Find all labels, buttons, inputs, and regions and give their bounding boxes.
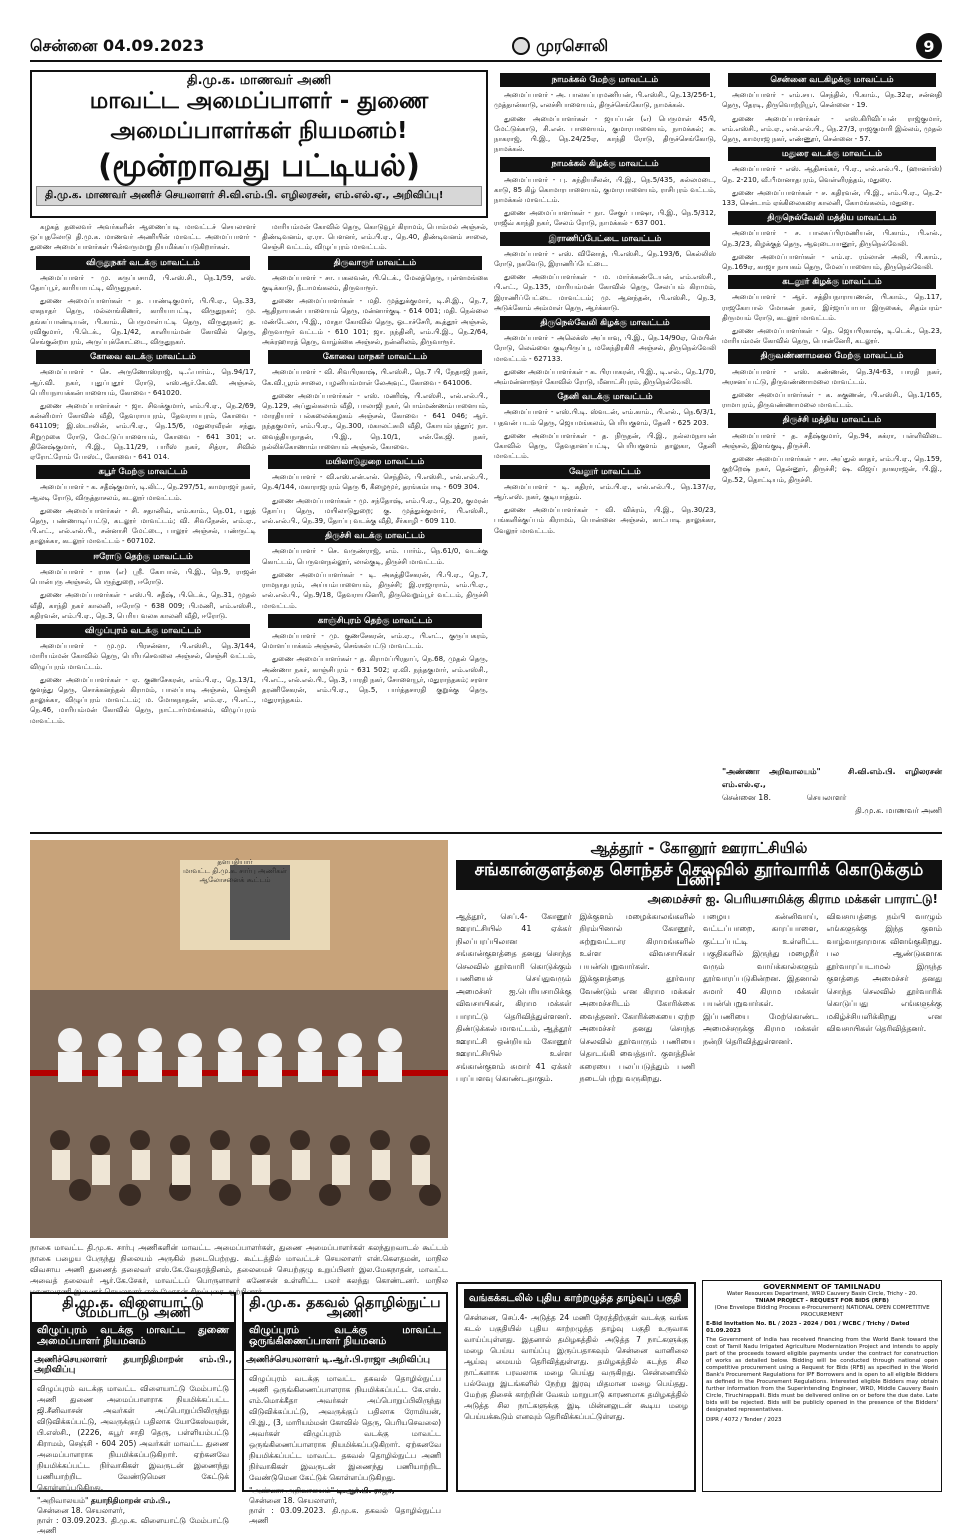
signature-place: "அண்ணா அறிவாலயம்" — [722, 767, 821, 776]
article-col-1: ஆத்தூர், செப்.4- கோனூர் ஊராட்சியில் 41 ஏக்கர் நிலப்பரப்பிலான சங்கான்குளத்தை தனது சொந்த செலவில் தூர்வாரி கொடுக்கும் பணியைச் செய்துவரும் அமைச்சர் ஐ.பெரியசாமிக்கு விவசாயிகள், கிராம மக்கள் பாராட்டு தெரிவித்துள்ளனர். திண்டுக்கல் மாவட்டம், ஆத்தூர் ஊராட்சி ஒன்றியம் கோனூர் ஊராட்சியில் உள்ள சங்கான்குளம் சுமார் 41 ஏக்கர் பரப்பளவு கொண்டதாகும். — [456, 911, 572, 1084]
appointment-paragraph: அமைப்பாளர் - க. சதீஷ்குமார், டி.லிட்., நெ.297/51, காமராஜர் நகர், ஆலடி ரோடு, விருத்தாசலம், கடலூர் மாவட்டம். — [30, 483, 256, 502]
sports-name: தயாநிதிமாறன் எம்.பி., — [90, 1496, 171, 1506]
district-heading: மதுரை வடக்கு மாவட்டம் — [728, 147, 936, 161]
photo-banner-line-3: ஆலோசனைக் கூட்டம் — [199, 876, 271, 884]
column-4-sections — [722, 73, 942, 485]
district-heading: தேனி வடக்கு மாவட்டம் — [500, 390, 710, 404]
it-wing-sign — [244, 1486, 446, 1526]
sports-wing-title: தி.மு.க. விளையாட்டு மேம்பாட்டு அணி — [62, 1295, 204, 1322]
district-heading: விருதுநகர் வடக்கு மாவட்டம் — [36, 256, 250, 270]
column-4 — [722, 70, 942, 760]
newspaper-name — [512, 36, 608, 57]
appointment-paragraph: அமைப்பாளர் - த. சதீஷ்குமார், நெ.94, சுக்ரா, பள்ளிவிடை அஞ்சல், இளங்குடி, திருச்சி. — [722, 431, 942, 450]
appointment-paragraph: மாரியம்மன் கோவில் தெரு, கொடுவூர் கிராமம், பொம்மல் அஞ்சல், திண்டிவனம், ஏ.ரா. பௌனர், எம்.பி.ஏ., நெ.40, திண்டிவனம் சாலை, செஞ்சி வட்டம், விழுப்புரம் மாவட்டம். — [262, 223, 488, 252]
appointment-paragraph: அமைப்பாளர் - செ. அருணோஸ்ராஜ், டி.ஃபார்ம்., நெ.94/17, ஆர்.வி. நகர், புதுப்புதூர் ரோடு, எஸ்.ஆர்.கே.வி. அஞ்சல், பெரியநாயக்கன்பாளையம், கோவை - 641020. — [30, 368, 256, 397]
sports-wing-body: விழுப்புரம் வடக்கு மாவட்ட விளையாட்டு மேம்பாட்டு அணி துணை அமைப்பாளராக நியமிக்கப்பட்ட ஜி.சீனிவாசன் அவர்கள் அப்பொறுப்பிலிருந்து விடுவிக்கப்பட்டு, அவருக்குப் பதிலாக யோகேஸ்வரன், பி.எஸ்சி., (2226, கபூர் சாதி தெரு, பள்ளியம்பட்டு கிராமம், செஞ்சி - 604 205) அவர்கள் மாவட்ட துணை அமைப்பாளராக நியமிக்கப்படுகிறார். ஏற்கனவே நியமிக்கப்பட்ட நிர்வாகிகள் இவருடன் இணைந்து பணியாற்றிட வேண்டுமென கேட்டுக் கொள்ளப்படுகிறது. — [37, 1384, 229, 1493]
column-3 — [494, 70, 716, 827]
it-wing-title: தி.மு.க. தகவல் தொழில்நுட்ப அணி — [249, 1295, 441, 1322]
sports-date: நாள் : 03.09.2023. — [37, 1516, 108, 1526]
appointment-paragraph: துணை அமைப்பாளர்கள் - எஸ்.பி. சதீஷ், பி.டெக்., நெ.31, முதல் வீதி, காந்தி நகர் காலனி, ஈரோடு - 638 009; பி.மணி, எம்.எஸ்சி., கதிரவன், எம்.பி.ஏ., நெ.3, பெரிய வலசு காலனி வீதி, ஈரோடு. — [30, 591, 256, 620]
appointment-paragraph: துணை அமைப்பாளர்கள் - நெ. ஜெயபிரகாஷ், டி.டெக்., நெ.23, மாரியம்மன் கோவில் தெரு, பொன்னேரி, கடலூர். — [722, 327, 942, 346]
appointment-paragraph: துணை அமைப்பாளர்கள் - ம. மார்க்கண்டேயன், எம்.எஸ்சி., பி.எட்., நெ.135, மாரியம்மன் கோவில் தெரு, சேலப்பம் கிராமம், இராணிப்பேட்டை மாவட்டம்; மு. ஆனந்தன், பி.எஸ்சி., நெ.3, அடுக்கோம் அம்மாள் தெரு, ஆர்க்காடு. — [494, 273, 716, 312]
appointment-paragraph: அமைப்பாளர் - வி. சிவபிரகாஷ், பி.எஸ்சி., நெ.7 பி, நேதாஜி நகர், கே.வி.பூரம் சாலை, பழனியம்மாள் லேஅவுட், கோவை - 641006. — [262, 368, 488, 387]
appointment-paragraph: துணை அமைப்பாளர்கள் - ஏ. குணசேகரன், எம்.பி.ஏ., நெ.13/1, குளத்து தெரு, சொக்கனந்தல் கிராமம், பாலப்பாடி அஞ்சல், செஞ்சி தாலுக்கா, விழுப்புரம் மாவட்டம்; ம. மோகநாதன், எம்.ஏ., பி.எட்., நெ.46, மாரியம்மன் கோவில் தெரு, நாட்டார்மங்கலம், விழுப்புரம் மாவட்டம். — [30, 675, 256, 725]
it-org: தி.மு.க. தகவல் தொழில்நுட்ப அணி — [249, 1506, 442, 1526]
column-2-sections — [262, 222, 488, 705]
appointment-paragraph: அமைப்பாளர் - செ. வருண்ராஜ், எம். பார்ம்., நெ.61/0, வடக்கு கொட்டம், பெருவளநல்லூர், லால்குடி, திருச்சி மாவட்டம். — [262, 547, 488, 566]
appointment-paragraph: அமைப்பாளர் - எஸ்.பி.டி. ஸ்வடன், எம்.காம்., பி.எல்., நெ.6/3/1, பதவன் படம் தெரு, ஜெயமங்கலம், பெரியகுளம், தேனி - 625 203. — [494, 408, 716, 427]
district-heading: கடலூர் கிழக்கு மாவட்டம் — [728, 275, 936, 289]
signature-role: செயலாளர் — [806, 793, 847, 802]
tender-reference: E-Bid Invitation No. BL / 2023 - 2024 / D01 / WCBC / Trichy / Dated 01.09.2023 — [706, 1321, 910, 1334]
appointment-paragraph: அமைப்பாளர் - எம்.சய. செந்தில், பி.காம்., நெ.32ஏ, சன்னதி தெரு, தேரடி, திருவொற்றியூர், சென்னை - 19. — [722, 91, 942, 110]
it-place: "அண்ணா அறிவாலயம்" — [249, 1486, 335, 1496]
article — [456, 838, 942, 1278]
tender-heading: GOVERNMENT OF TAMILNADU — [763, 1283, 881, 1291]
appointment-paragraph: துணை அமைப்பாளர்கள் - க. பிரபாகரன், பி.இ., டி.எல்., நெ.1/70, அம்மன்னாளூர் கோவில் ரோடு, மீனாட்சிபுரம், திருநெல்வேலி. — [494, 367, 716, 387]
appointment-paragraph: அமைப்பாளர் - வி.எஸ்.என்.எல். செந்தில், பி.எஸ்சி., எல்.எல்.பி., நெ.4/144, மகாராஜபுரம் தெரு 6, கீழைமூர், தரங்கம்பாடி - 609 304. — [262, 473, 488, 492]
appointment-paragraph: துணை அமைப்பாளர்கள் - ஜா. சிவக்குமார், எம்.பி.ஏ., நெ.2/69, கன்னிமார் கோவில் வீதி, தேவராயபுரம், தேவராயபுரம், கோவை - 641109; இ.ஸ்டாலின், எம்.பி.ஏ., நெ.15/6, மதுரைவீரன் சந்து, சிறுமுகை ரோடு, மேட்டுப்பாளையம், கோவை - 641 301; எ. தினேஷ்குமார், பி.இ., நெ.11/29, பாரீஸ் நகர், சித்ரா, சிவில் ஏரோட்ரோம் போஸ்ட், கோவை - 641 014. — [30, 402, 256, 462]
appointment-paragraph: துணை அமைப்பாளர்கள் - நா. சேகுர் பாஷா, பி.இ., நெ.5/312, ராஜீவ் காந்தி நகர், சேலம் ரோடு, நாமக்கல் - 637 001. — [494, 209, 716, 228]
masthead — [30, 32, 942, 62]
district-heading: காஞ்சிபுரம் தெற்கு மாவட்டம் — [268, 614, 482, 628]
article-subheadline: அமைச்சர் ஐ. பெரியசாமிக்கு கிராம மக்கள் பாராட்டு! — [647, 892, 938, 907]
district-heading: நாமக்கல் கிழக்கு மாவட்டம் — [500, 157, 710, 171]
article-col-3: பழைய கன்னிவாய், வட்டப்பாறை, காரப்பாளை, குட்டப்பட்டி உள்ளிட்ட பகுதிகளில் இருந்து மழைநீர் வரும் வாய்க்கால்களும் தூர்வாரப்படுகின்றன. இதனால் சுமார் 40 கிராம மக்கள் பயன்பெறுவார்கள். இப்பணியை மேற்கொண்ட அமைச்சருக்கு கிராம மக்கள் நன்றி தெரிவித்துள்ளனர். — [703, 911, 819, 1046]
sports-wing-sub: அணிச்செயலாளர் தயாநிதிமாறன் எம்.பி., அறிவிப்பு — [32, 1351, 234, 1380]
edition-date: சென்னை 04.09.2023 — [30, 35, 205, 55]
district-heading: திருச்சி வடக்கு மாவட்டம் — [268, 529, 482, 543]
article-col-2: இக்குளம் மழைக்காலங்களில் நிரம்பினால் கோனூர், சுற்றுவட்டார கிராமங்களில் உள்ள விவசாயிகள் பயன்பெறுவார்கள். இக்குளத்தை தூர்வார வேண்டும் என கிராம மக்கள் அமைச்சரிடம் கோரிக்கை வைத்தனர். கோரிக்கையை ஏற்ற அமைச்சர் தனது சொந்த செலவில் தூர்வாரும் பணியை தொடங்கி வைத்தார். குளத்தின் கரையை பலப்படுத்தும் பணி நடைபெற்று வருகிறது. — [579, 911, 695, 1084]
appointment-paragraph: அமைப்பாளர் - மு. கருப்பசாமி, பி.எஸ்.சி., நெ.1/59, எஸ். தோப்பூர், காரியாபட்டி, விருதுநகர். — [30, 273, 256, 293]
column-2 — [262, 222, 488, 827]
district-heading: திருவாரூர் மாவட்டம் — [268, 256, 482, 270]
sports-wing-box — [30, 1292, 236, 1536]
sports-role: செயலாளர், — [85, 1506, 125, 1516]
appointment-paragraph: துணை அமைப்பாளர்கள் - ச. கதிரவன், பி.இ., எம்.பி.ஏ., நெ.2-133, சென்டாம் ஏக்கிலைகரை காலனி, கோமங்கலம், மதுரை. — [722, 188, 942, 208]
sports-place: "அறிவாலயம்" — [37, 1496, 89, 1506]
district-heading: திருவண்ணாமலை மேற்கு மாவட்டம் — [728, 349, 936, 363]
appointment-paragraph: அமைப்பாளர் - எஸ். வினோத், பி.எஸ்சி., நெ.193/6, கெல்லிஸ் ரோடு, நகவேடு, இராணிப்பேட்டை. — [494, 249, 716, 269]
sports-org: தி.மு.க. விளையாட்டு மேம்பாட்டு அணி — [37, 1516, 229, 1536]
tender-department: Water Resources Department, WRD Cauvery Basin Circle, Trichy - 20. — [726, 1291, 918, 1297]
appointment-paragraph: துணை அமைப்பாளர்கள் - க. சுகுணன், பி.எஸ்சி., நெ.1/165, ராமாபுரம், திருவண்ணாமலை மாவட்டம். — [722, 391, 942, 410]
district-heading: கோவை வடக்கு மாவட்டம் — [36, 350, 250, 364]
appointment-paragraph: துணை அமைப்பாளர்கள் - டி. அசுத்திசேகரன், பி.பி.ஏ., நெ.7, ராமநாதபுரம், அய்யம்பாளையம், திருச்சி; இ.ராஜாராம், எம்.பி.ஏ., எல்.எல்.பி., நெ.9/18, தேவராயனேரி, திருவெறும்பூர் வட்டம், திருச்சி மாவட்டம். — [262, 570, 488, 610]
sports-city: சென்னை 18. — [37, 1506, 83, 1516]
signature-city: சென்னை 18. — [722, 793, 772, 802]
appointment-paragraph: அமைப்பாளர் - ராசு (எ) ஸ்ரீ. கோபால், பி.இ., நெ.9, ராஜன் பொன்புரு அஞ்சல், பெருந்துறை, ஈரோடு. — [30, 567, 256, 587]
article-body — [456, 911, 942, 1086]
it-date: நாள் : 03.09.2023. — [249, 1506, 326, 1516]
it-wing-sub: அணிச்செயலாளர் டி.ஆர்.பி.ராஜா அறிவிப்பு — [244, 1351, 446, 1370]
announcement-bar: தி.மு.க. மாணவர் அணிச் செயலாளர் சி.வி.எம்.பி. எழிலரசன், எம்.எல்.ஏ., அறிவிப்பு! — [36, 186, 482, 206]
it-wing-box — [242, 1292, 448, 1526]
newspaper-title: முரசொலி — [536, 35, 609, 55]
appointment-paragraph: அமைப்பாளர் - எஸ். கண்ணன், நெ.3/4-63, பாரதி நகர், அரசனப்பட்டு, திருவண்ணாமலை மாவட்டம். — [722, 367, 942, 386]
appointment-paragraph: அமைப்பாளர் - மு.மு. பிரசன்னா, பி.எஸ்சி., நெ.3/144, மாரியம்மன் கோவில் தெரு, பெரியசெவலை அஞ்சல், செஞ்சி வட்டம், விழுப்புரம் மாவட்டம். — [30, 642, 256, 671]
photo-banner-line-2: மாவட்ட தி.மு.க. சார்பு அணிகள் — [183, 867, 287, 875]
district-heading: நாமக்கல் மேற்கு மாவட்டம் — [500, 73, 710, 87]
it-wing-headline: விழுப்புரம் வடக்கு மாவட்ட ஒருங்கிணைப்பாளர் நியமனம் — [244, 1322, 446, 1350]
appointment-paragraph: அமைப்பாளர் - சா. பகலவன், பி.டெக்., மேலத்தெரு, புள்ளமங்கை குடிக்காடு, நீடாமங்கலம், திருவாரூர். — [262, 273, 488, 293]
signature-block — [722, 765, 942, 820]
event-photo — [30, 840, 448, 1238]
logo-icon — [512, 37, 530, 55]
district-heading: திருநெல்வேலி மத்திய மாவட்டம் — [728, 211, 936, 225]
appointment-paragraph: அமைப்பாளர் - டி. கதிரர், எம்.பி.ஏ., எல்.எல்.பி., நெ.137/ஏ, ஆர்.எஸ். நகர், குடியாத்தம். — [494, 482, 716, 501]
appointment-paragraph: துணை அமைப்பாளர்கள் - எஸ். மணிஷ், பி.எஸ்சி., எல்.எல்.பி., நெ.129, அப்துல்கலாம் வீதி, பாலாஜி நகர், பொம்மண்ணம்பாளையம், மாரதியார் பல்கலைக்கழகம் அஞ்சல், கோவை - 641 046; ஆர். நந்தகுமார், எம்.பி.ஏ., நெ.300, மகாலட்சுமி வீதி, கோயம்புத்தூர்; நா. வைத்தியநாதன், பி.இ., நெ.10/1, என்.கே.ஜி. நகர், நல்லிக்கோணாம்பாளையம் அஞ்சல், கோவை. — [262, 391, 488, 451]
district-heading: திருச்சி மத்திய மாவட்டம் — [728, 413, 936, 427]
district-heading: மயிலாடுதுறை மாவட்டம் — [268, 455, 482, 469]
weather-body: சென்னை, செப்.4- அடுத்த 24 மணி நேரத்திற்குள் வடக்கு வங்க கடல் பகுதியில் புதிய காற்றழுத்த தாழ்வு பகுதி உருவாக வாய்ப்புள்ளது. இதனால் தமிழகத்தில் அடுத்த 7 நாட்களுக்கு மழை பெய்ய வாய்ப்பு இருப்பதாகவும் சென்னை வானிலை ஆய்வு மையம் தெரிவித்துள்ளது. தமிழகத்தில் கடந்த சில நாட்களாக பரவலாக மழை பெய்து வருகிறது. சென்னையில் பல்வேறு இடங்களில் நேற்று இரவு மிதமான மழை பெய்தது. மேற்கு திசைக் காற்றின் வேகம் மாறுபாடு காரணமாக தமிழகத்தில் அடுத்த சில நாட்களுக்கு இடி மின்னலுடன் கூடிய மழை பெய்யக்கூடும் எனவும் தெரிவிக்கப்பட்டுள்ளது. — [464, 1313, 688, 1421]
tender-body: The Government of India has received financing from the World Bank toward the cost of Tamil Nadu Irrigated Agriculture Modernization Project and intends to apply part of the proceeds toward eligible payments under the contract for construction of works as detailed below. Bidding will be conducted through national open competitive procurement using a Request for Bids (RFB) as specified in the World Bank's Procurement Regulations for IPF Borrowers and is open to all eligible Bidders as defined in the Procurement Regulations. Interested eligible Bidders may obtain further information from the Superintending Engineer, WRD, Middle Cauvery Basin Circle, Tiruchirappalli. Bids must be delivered online on or before the due date. Late bids will be rejected. Bids will be publicly opened in the presence of the Bidders' designated representatives. — [706, 1337, 938, 1413]
it-name: டி.ஆர்.பி. ராஜா, — [336, 1486, 395, 1496]
appointment-paragraph: அமைப்பாளர் - அலெக்ஸ் அப்பாவு, பி.இ., நெ.14/90ஏ, மெயின் ரோடு, லெவ்வை குடியிருப்பு, மகேந்திரகிரி அஞ்சல், திருநெல்வேலி மாவட்டம் - 627133. — [494, 334, 716, 363]
article-col-4: விவசாயத்தை நம்பி வாழும் எங்களுக்கு இந்த குளம் வாழ்வாதாரமாக விளங்குகிறது. பல ஆண்டுகளாக தூர்வாரப்படாமல் இருந்த குளத்தை அமைச்சர் தனது சொந்த செலவில் தூர்வாரிக் கொடுப்பது எங்களுக்கு மகிழ்ச்சியளிக்கிறது என விவசாயிகள் தெரிவித்தனர். — [826, 911, 942, 1034]
district-heading: கோவை மாநகர் மாவட்டம் — [268, 350, 482, 364]
appointment-paragraph: அமைப்பாளர் - ச. பாலசுப்பிரமணியன், பி.காம்., பி.எல்., நெ.3/23, கிழக்குத் தெரு, ஆவுடையானூர், திருநெல்வேலி. — [722, 229, 942, 248]
sub-headline: (மூன்றாவது பட்டியல்) — [97, 148, 421, 185]
appointment-paragraph: துணை அமைப்பாளர்கள் - த. பாண்டிகுமார், பி.பி.ஏ., நெ.33, ஏகநாதர் தெரு, மல்லாங்கிணர், காரியாபட்டி, விருதுநகர்; மு. தங்கப்பாண்டியன், பி.காம்., பெருமாள்பட்டி தெரு, விருதுநகர்; த. ரவிகுமார், பி.டெக்., நெ.1/42, காளியம்மன் கோவில் தெரு, செங்குன்றாபுரம், அருப்புக்கோட்டை, விருதுநகர். — [30, 297, 256, 347]
photo-caption: நாகை மாவட்ட தி.மு.க. சார்பு அணிகளின் மாவட்ட அமைப்பாளர்கள், துணை அமைப்பாளர்கள் கலந்துறவாடல் கூட்டம் நாகை பழைய பேருந்து நிலையம் அருகில் நடைபெற்றது. கூட்டத்தில் மாவட்டச் செயலாளர் என்.கௌதமன், மாநில விவசாய அணி துணைத் தலைவர் எஸ்.கே.வேதரத்தினம், தலைமைச் செயற்குழு உறுப்பினர் இல.மேகநாதன், மாவட்ட அவைத் தலைவர் ஆர்.கே.சேகர், மாவட்டப் பொருளாளர் கணேசன் உள்ளிட்ட பலர் கலந்து கொண்டனர். மாநில மாணவரணி இணைச் செயலாளர் எஸ்.மோகன் சிறப்புரை ஆற்றினார். — [30, 1243, 448, 1296]
sports-wing-headline: விழுப்புரம் வடக்கு மாவட்ட துணை அமைப்பாளர் நியமனம் — [32, 1322, 234, 1350]
signature-name: சி.வி.எம்.பி. எழிலரசன் எம்.எல்.ஏ., — [722, 767, 942, 789]
appointment-paragraph: துணை அமைப்பாளர்கள் - சி. சதானிவ், எம்.காம்., நெ.01, புதுத் தெரு, பண்ணாடிப்பட்டு, கடலூர் மாவட்டம்; வி. சிவநேசன், எம்.ஏ., பி.எட்., எல்.எல்.பி., சன்னாசி மேட்டை, பாலூர் அஞ்சல், பண்ருட்டி தாலுக்கா, கடலூர் மாவட்டம் - 607102. — [30, 506, 256, 546]
column-1-sections — [30, 256, 256, 726]
sports-wing-sign — [32, 1496, 234, 1536]
tender-notice — [702, 1280, 942, 1492]
appointment-paragraph: துணை அமைப்பாளர்கள் - எம்.ஏ. ரம்லான் அலி, பி.காம்., நெ.169ஏ, காஜா நாயகம் தெரு, மேலப்பாளையம், திருநெல்வேலி. — [722, 252, 942, 272]
appointment-paragraph: துணை அமைப்பாளர்கள் - மு. சந்தோஷ், எம்.பி.ஏ., நெ.20, குமரன் தோப்பு தெரு, மயிலாடுதுறை; கு. முத்துக்குமார், பி.எஸ்சி., எல்.எல்.பி., நெ.39, தோப்பு வடக்கு வீதி, சீர்காழி - 609 110. — [262, 496, 488, 526]
weather-headline: வங்கக்கடலில் புதிய காற்றழுத்த தாழ்வுப் பகுதி — [464, 1289, 688, 1308]
column-3-sections — [494, 73, 716, 536]
column-1 — [30, 222, 256, 827]
tender-process: (One Envelope Bidding Process e-Procurement) NATIONAL OPEN COMPETITIVE PROCUREMENT — [714, 1305, 930, 1318]
it-wing-body: விழுப்புரம் வடக்கு மாவட்ட தகவல் தொழில்நுட்ப அணி ஒருங்கிணைப்பாளராக நியமிக்கப்பட்ட கே.எஸ். எம்.மொக்கீதா அவர்கள் அப்பொறுப்பிலிருந்து விடுவிக்கப்பட்டு, அவருக்குப் பதிலாக ரோமியன், பி.இ., (3, மாரியம்மன் கோவில் தெரு, பெரியசெவலை) அவர்கள் விழுப்புரம் வடக்கு மாவட்ட ஒருங்கிணைப்பாளராக நியமிக்கப்படுகிறார். ஏற்கனவே நியமிக்கப்பட்ட மாவட்ட தகவல் தொழில்நுட்ப அணி நிர்வாகிகள் இவருடன் இணைந்து பணியாற்றிட வேண்டுமென கேட்டுக் கொள்ளப்படுகிறது. — [249, 1374, 441, 1483]
district-heading: இராணிப்பேட்டை மாவட்டம் — [500, 232, 710, 246]
appointment-paragraph: துணை அமைப்பாளர்கள் - சா. அப்துல் காதர், எம்.பி.ஏ., நெ.159, குற்றேஷ் நகர், தென்னூர், திருச்சி; ஷ. விஜய் நாகராஜன், பி.இ., நெ.52, தொட்டியம், திருச்சி. — [722, 455, 942, 484]
tender-footer: DIPR / 4072 / Tender / 2023 — [706, 1417, 782, 1423]
main-headline: மாவட்ட அமைப்பாளர் - துணை அமைப்பாளர்கள் நியமனம்! — [89, 88, 429, 145]
appointment-paragraph: துணை அமைப்பாளர்கள் - ஜயப்பன் (எ) பெருமாள் 45பி, மேட்டுக்காடு, சி.என். பாளையம், குமாரபாளையம், நாமக்கல்; சு. நாகராஜ், பி.இ., நெ.24/25ஏ, காந்தி ரோடு, திருச்செங்கோடு, நாமக்கல். — [494, 114, 716, 154]
appointment-paragraph: அமைப்பாளர் - ஆர். சத்தியநாராயணன், பி.காம்., நெ.117, ராஜகோபால் மோகன் நகர், இர்ஜாப்பாபா இருகைக், சிதம்பரம்-திருமயம் ரோடு, கடலூர் மாவட்டம். — [722, 293, 942, 322]
divider — [30, 832, 942, 834]
intro-text: கழகத் தலைவர் அவர்களின் ஆணைப்படி மாவட்டச் செயலாளர் ஒப்புதலோடு தி.மு.க. மாணவர் அணியின் மாவட்ட அமைப்பாளர் - துணை அமைப்பாளர்கள் பின்வருமாறு நியமிக்கப்படுகிறார்கள். — [30, 223, 256, 252]
photo-banner — [180, 858, 290, 885]
district-heading: ஈரோடு தெற்கு மாவட்டம் — [36, 550, 250, 564]
photo-banner-line-1: தளபதியார் — [217, 858, 253, 866]
article-headline: சங்கான்குளத்தை சொந்தச் செலவில் தூர்வாரிக் கொடுக்கும் பணி! — [456, 860, 942, 890]
appointment-paragraph: அமைப்பாளர் - பு. சுந்தியசீலன், பி.இ., நெ.5/435, கல்லமடை, காடு, 85 கிழ் கொமாரபாளையம், குமாரபாளையம், ராசிபுரம் வட்டம், நாமக்கல் மாவட்டம். — [494, 175, 716, 205]
appointment-paragraph: அமைப்பாளர் - மு. குணசேகரன், எம்.ஏ., பி.எட்., குருப்பகரம், மொளப்பாக்கம் அஞ்சல், செங்கல்பட்டு மாவட்டம். — [262, 631, 488, 651]
appointment-paragraph: அமைப்பாளர் - எஸ். ஆதிசங்கர், பி.ஏ., எல்.எல்.பி., (ஹானர்ஸ்) நெ. 2-210, வீ.பீமானாதபுரம், வெள்ளிரத்தம், மதுரை. — [722, 165, 942, 184]
weather-news-box — [456, 1282, 696, 1492]
appointment-paragraph: துணை அமைப்பாளர்கள் - எஸ்.கிரிவிப்பன் ராஜ்குமார், எம்.எஸ்சி., எம்.ஏ., எல்.எல்.பி., நெ.27/3, ராஜகுமாரி இல்லம், முதல் தெரு, காமராஜ நகர், எண்ணூர், சென்னை - 57. — [722, 114, 942, 144]
appointment-paragraph: துணை அமைப்பாளர்கள் - மதி. முத்துக்குமார், டி.சி.இ., நெ.7, ஆதிநாயகன் பாளையம் தெரு, மன்னார்குடி - 614 001; மதி. நெல்லை மண்டேலா, பி.இ., மாதா கோவில் தெரு, ஓடாச்சேரி, கூத்தூர் அஞ்சல், திருவாரூர் வட்டம் - 610 101; ஜா. நந்தினி, எம்.பி.இ., நெ.2/64, அக்ரஹாரத் தெரு, வாழ்க்கை அஞ்சல், நன்னிலம், திருவாரூர். — [262, 297, 488, 347]
it-city: சென்னை 18. — [249, 1496, 295, 1506]
district-heading: விழுப்புரம் வடக்கு மாவட்டம் — [36, 624, 250, 638]
district-heading: திருநெல்வேலி கிழக்கு மாவட்டம் — [500, 316, 710, 330]
signature-org: தி.மு.க. மாணவர் அணி — [855, 806, 942, 815]
district-heading: கபூர் மேற்கு மாவட்டம் — [36, 465, 250, 479]
org-title: தி.மு.க. மாணவர் அணி — [186, 73, 332, 88]
appointment-paragraph: துணை அமைப்பாளர்கள் - வி. விக்ரம், பி.இ., நெ.30/23, பங்களிக்குப்பம் கிராமம், பொன்னை அஞ்சல், காட்பாடி தாலுக்கா, வேலூர் மாவட்டம். — [494, 506, 716, 535]
appointment-paragraph: துணை அமைப்பாளர்கள் - த. கிராமப்பிரதாப், நெ.68, முதல் தெரு, அண்ணா நகர், காஞ்சிபுரம் - 631 502; ஏ.வி. நந்தகுமார், எம்.எஸ்சி., பி.எட்., எல்.எல்.பி., நெ.3, பாரதி நகர், சோளையூர், மதுராந்தகம்; சரளா தரணிசேகரன், எம்.பி.ஏ., நெ.5, பார்த்தசாரதி குறுக்கு தெரு, மதுராந்தகம். — [262, 655, 488, 705]
district-heading: வேலூர் மாவட்டம் — [500, 465, 710, 479]
headline-box — [30, 70, 488, 218]
district-heading: சென்னை வடகிழக்கு மாவட்டம் — [728, 73, 936, 87]
appointment-paragraph: அமைப்பாளர் - அ. பாலசுப்பரமணியன், பி.எஸ்சி., நெ.13/256-1, முத்தான்காடு, எலச்சிபாளையம், திருச்செங்கோடு, நாமக்கல். — [494, 91, 716, 110]
article-kicker: ஆத்தூர் - கோனூர் ஊராட்சியில் — [590, 839, 808, 857]
it-role: செயலாளர், — [297, 1496, 337, 1506]
page-number: 9 — [916, 33, 942, 59]
tender-project: TNIAM PROJECT - REQUEST FOR BIDS (RFB) — [755, 1298, 889, 1304]
event-photo-image — [30, 840, 448, 1238]
appointment-paragraph: துணை அமைப்பாளர்கள் - த. நிருதன், பி.இ., நல்லமநாயன் கோவில் தெரு, தேவதானப்பட்டி, பெரியகுளம் தாலுகா, தேனி மாவட்டம். — [494, 431, 716, 461]
